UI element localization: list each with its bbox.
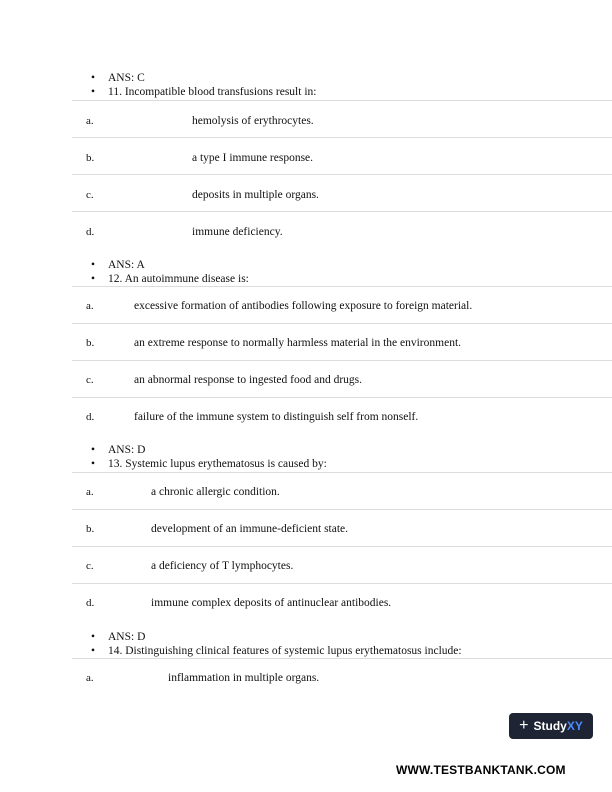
option-letter: b. <box>86 337 95 349</box>
option-row <box>72 174 612 212</box>
option-row <box>72 509 612 547</box>
option-text: an extreme response to normally harmless material in the environment. <box>134 337 462 349</box>
option-row <box>72 211 612 249</box>
answer-text: ANS: A <box>108 259 145 271</box>
bullet-icon: • <box>91 444 96 456</box>
bullet-icon: • <box>91 458 96 470</box>
question-text: 13. Systemic lupus erythematosus is caused by: <box>108 458 327 470</box>
option-row <box>72 323 612 361</box>
bullet-icon: • <box>91 259 96 271</box>
option-letter: b. <box>86 152 95 164</box>
question-text: 12. An autoimmune disease is: <box>108 273 249 285</box>
option-row <box>72 472 612 510</box>
question-text: 11. Incompatible blood transfusions result in: <box>108 86 317 98</box>
option-text: immune deficiency. <box>192 226 283 238</box>
option-letter: a. <box>86 672 94 684</box>
option-text: a deficiency of T lymphocytes. <box>151 560 294 572</box>
option-row <box>72 397 612 435</box>
bullet-icon: • <box>91 631 96 643</box>
logo-xy-text: XY <box>566 719 583 733</box>
bullet-icon: • <box>91 645 96 657</box>
plus-icon: + <box>519 717 529 734</box>
option-text: excessive formation of antibodies following exposure to foreign material. <box>134 300 473 312</box>
option-letter: b. <box>86 523 95 535</box>
option-text: an abnormal response to ingested food and drugs. <box>134 374 363 386</box>
bullet-icon: • <box>91 86 96 98</box>
answer-text: ANS: C <box>108 72 145 84</box>
studyxy-logo[interactable] <box>509 713 593 739</box>
bullet-icon: • <box>91 72 96 84</box>
option-letter: c. <box>86 560 94 572</box>
option-letter: d. <box>86 597 95 609</box>
option-row <box>72 583 612 621</box>
option-text: failure of the immune system to distinguish self from nonself. <box>134 411 419 423</box>
option-text: deposits in multiple organs. <box>192 189 319 201</box>
option-text: a type I immune response. <box>192 152 314 164</box>
option-text: hemolysis of erythrocytes. <box>192 115 314 127</box>
option-row <box>72 658 612 696</box>
option-text: immune complex deposits of antinuclear antibodies. <box>151 597 392 609</box>
website-url[interactable]: WWW.TESTBANKTANK.COM <box>396 763 566 777</box>
answer-text: ANS: D <box>108 631 146 643</box>
question-text: 14. Distinguishing clinical features of systemic lupus erythematosus include: <box>108 645 462 657</box>
option-letter: a. <box>86 300 94 312</box>
option-row <box>72 286 612 324</box>
option-letter: c. <box>86 374 94 386</box>
option-text: a chronic allergic condition. <box>151 486 280 498</box>
option-row <box>72 137 612 175</box>
logo-study-text: Study <box>533 719 567 733</box>
option-letter: a. <box>86 486 94 498</box>
option-text: development of an immune-deficient state. <box>151 523 349 535</box>
option-text: inflammation in multiple organs. <box>168 672 320 684</box>
option-row <box>72 100 612 138</box>
option-letter: a. <box>86 115 94 127</box>
answer-text: ANS: D <box>108 444 146 456</box>
option-letter: d. <box>86 411 95 423</box>
option-row <box>72 546 612 584</box>
option-letter: d. <box>86 226 95 238</box>
option-row <box>72 360 612 398</box>
bullet-icon: • <box>91 273 96 285</box>
option-letter: c. <box>86 189 94 201</box>
